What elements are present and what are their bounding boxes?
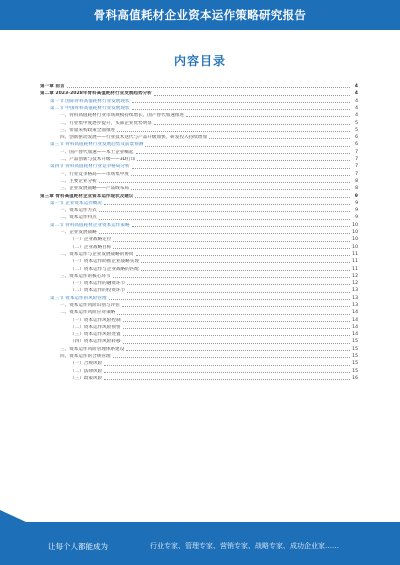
toc-page-number: 7 <box>355 157 358 163</box>
toc-leader-dots <box>209 138 350 139</box>
toc-entry[interactable] <box>40 184 358 191</box>
footer-slogan: 让每个人都能成为 <box>48 542 108 551</box>
toc-entry[interactable] <box>40 162 358 169</box>
toc-entry-text: 第一节 企业资本运作概况 <box>50 200 102 206</box>
toc-page-number: 12 <box>352 281 358 287</box>
toc-entry[interactable] <box>40 191 358 198</box>
toc-entry-text: 三、资本运作风险管理体系建设 <box>60 346 125 352</box>
toc-entry-text: 二、产品创新与技术升级——3D打印 <box>60 157 136 163</box>
toc-leader-dots <box>113 357 350 358</box>
toc-entry[interactable] <box>40 126 358 133</box>
toc-leader-dots <box>104 372 350 373</box>
footer-corner-accent <box>0 510 26 522</box>
toc-leader-dots <box>123 328 350 329</box>
toc-page-number: 14 <box>352 332 358 338</box>
toc-page-number: 5 <box>355 127 358 133</box>
toc-entry-text: 二、资本运作特点 <box>60 215 97 221</box>
toc-leader-dots <box>141 262 350 263</box>
toc-entry-text: 四、资本运作的合规管理 <box>60 354 111 360</box>
toc-page-number: 16 <box>352 375 358 381</box>
report-title: 骨科高值耗材企业资本运作策略研究报告 <box>93 8 307 22</box>
toc-entry[interactable] <box>40 257 358 264</box>
toc-page-number: 11 <box>352 251 358 257</box>
toc-entry-text: 一、资本运作方式 <box>60 208 97 214</box>
toc-entry[interactable] <box>40 272 358 279</box>
toc-entry[interactable] <box>40 177 358 184</box>
toc-page-number: 7 <box>355 164 358 170</box>
toc-entry[interactable] <box>40 367 358 374</box>
toc-entry[interactable] <box>40 308 358 315</box>
toc-page-number: 15 <box>352 339 358 345</box>
toc-leader-dots <box>123 321 350 322</box>
toc-leader-dots <box>99 233 350 234</box>
toc-page-number: 9 <box>354 193 358 199</box>
toc-leader-dots <box>99 219 350 220</box>
toc-entry[interactable] <box>40 235 358 242</box>
toc-entry[interactable] <box>40 133 358 140</box>
toc-entry-text: 三、企业发展战略——产品线布局 <box>60 186 129 192</box>
toc-entry[interactable] <box>40 89 358 96</box>
toc-entry-text: （一）资本运作风险控制 <box>70 317 121 323</box>
toc-page-number: 11 <box>352 259 358 265</box>
toc-entry[interactable] <box>40 352 358 359</box>
toc-leader-dots <box>109 299 350 300</box>
toc-entry[interactable] <box>40 104 358 111</box>
toc-leader-dots <box>136 153 350 154</box>
toc-entry-text: （二）资本运作风险预警 <box>70 324 121 330</box>
toc-entry-text: 第二节 中国骨科高值耗材行业发展现状 <box>50 105 130 111</box>
toc-entry[interactable] <box>40 213 358 220</box>
toc-leader-dots <box>99 211 350 212</box>
toc-entry-text: （一）企业战略定位 <box>70 237 112 243</box>
toc-page-number: 7 <box>355 171 358 177</box>
toc-entry[interactable] <box>40 359 358 366</box>
toc-leader-dots <box>154 124 350 125</box>
toc-entry-text: 一、国产替代加速——本土企业崛起 <box>60 149 134 155</box>
toc-page-number: 15 <box>352 354 358 360</box>
toc-page-number: 4 <box>355 98 358 104</box>
toc-entry[interactable] <box>40 316 358 323</box>
toc-page-number: 9 <box>355 215 358 221</box>
toc-page-number: 4 <box>355 105 358 111</box>
toc-entry-text: 第三章 骨科高值耗材企业资本运作现状及建议 <box>40 193 134 199</box>
toc-leader-dots <box>137 160 350 161</box>
toc-entry-text: （二）资本运作的投资环节 <box>70 288 126 294</box>
toc-entry-text: 二、资本运作风险应对策略 <box>60 310 116 316</box>
toc-leader-dots <box>122 306 350 307</box>
table-of-contents <box>40 82 358 381</box>
toc-entry-text: 第二章 2023-2028年骨科高值耗材行业发展趋势分析 <box>40 91 152 97</box>
toc-leader-dots <box>132 226 350 227</box>
toc-entry[interactable] <box>40 155 358 162</box>
toc-entry-text: 二、资本运作与企业发展战略的协同 <box>60 251 134 257</box>
toc-leader-dots <box>186 116 350 117</box>
toc-leader-dots <box>104 379 350 380</box>
toc-page-number: 4 <box>354 91 358 97</box>
toc-page-number: 9 <box>355 200 358 206</box>
toc-leader-dots <box>131 189 350 190</box>
toc-leader-dots <box>127 292 350 293</box>
toc-entry-text: （三）资本运作风险处置 <box>70 332 121 338</box>
toc-entry-text: （四）资本运作风险转移 <box>70 339 121 345</box>
toc-page-number: 10 <box>352 237 358 243</box>
toc-entry[interactable] <box>40 374 358 381</box>
toc-page-number: 11 <box>352 266 358 272</box>
toc-page-number: 9 <box>355 208 358 214</box>
toc-leader-dots <box>104 204 350 205</box>
toc-entry[interactable] <box>40 140 358 147</box>
toc-entry[interactable] <box>40 148 358 155</box>
toc-entry-text: 第二节 骨科高值耗材企业资本运作策略 <box>50 222 130 228</box>
toc-entry-text: 第一章 前言 <box>40 84 65 90</box>
toc-leader-dots <box>117 131 350 132</box>
toc-entry-text: （一）资本运作的融资环节 <box>70 281 126 287</box>
toc-entry[interactable] <box>40 228 358 235</box>
toc-leader-dots <box>123 335 350 336</box>
toc-entry-text: 第四节 骨科高值耗材行业竞争格局分析 <box>50 164 130 170</box>
toc-leader-dots <box>132 109 350 110</box>
toc-leader-dots <box>113 277 350 278</box>
toc-leader-dots <box>123 343 350 344</box>
toc-page-number: 4 <box>354 84 358 90</box>
toc-entry-text: 三、资本运作的核心环节 <box>60 273 111 279</box>
toc-entry-text: （一）资本运作助推企业战略实现 <box>70 259 139 265</box>
toc-entry[interactable] <box>40 199 358 206</box>
toc-entry[interactable] <box>40 111 358 118</box>
toc-leader-dots <box>145 146 350 147</box>
toc-entry-text: 一、行业竞争格局——市场集中度 <box>60 171 129 177</box>
toc-leader-dots <box>126 350 350 351</box>
toc-page-number: 6 <box>355 135 358 141</box>
toc-page-number: 13 <box>352 303 358 308</box>
toc-page-number: 8 <box>355 186 358 192</box>
toc-leader-dots <box>113 248 350 249</box>
toc-page-number: 5 <box>355 120 358 126</box>
toc-heading: 内容目录 <box>173 54 226 68</box>
toc-entry-text: 二、行业集中度逐步提升，头部企业优势明显 <box>60 120 152 126</box>
toc-page-number: 14 <box>352 310 358 316</box>
toc-leader-dots <box>104 365 350 366</box>
toc-entry[interactable] <box>40 330 358 337</box>
toc-page-number: 12 <box>352 273 358 279</box>
toc-page-number: 7 <box>355 149 358 155</box>
toc-entry-text: （三）政策风险 <box>70 375 103 381</box>
toc-page-number: 13 <box>352 288 358 294</box>
toc-entry[interactable] <box>40 118 358 125</box>
toc-entry[interactable] <box>40 243 358 250</box>
toc-entry-text: 二、主要企业分析 <box>60 178 97 184</box>
toc-entry[interactable] <box>40 264 358 271</box>
toc-page-number: 8 <box>355 178 358 184</box>
toc-leader-dots <box>113 241 350 242</box>
toc-entry[interactable] <box>40 286 358 293</box>
toc-leader-dots <box>135 197 350 198</box>
toc-page-number: 10 <box>352 244 358 250</box>
toc-leader-dots <box>99 182 350 183</box>
toc-leader-dots <box>127 284 350 285</box>
toc-entry[interactable] <box>40 279 358 286</box>
toc-entry[interactable] <box>40 301 358 308</box>
toc-entry[interactable] <box>40 170 358 177</box>
toc-entry-text: 一、骨科高值耗材行业市场规模持续增长，国产替代加速推进 <box>60 113 185 119</box>
toc-leader-dots <box>131 175 350 176</box>
toc-page-number: 10 <box>352 222 358 228</box>
toc-page-number: 15 <box>352 361 358 367</box>
toc-page-number: 13 <box>352 295 358 301</box>
toc-entry[interactable] <box>40 294 358 301</box>
toc-page-number: 4 <box>355 113 358 119</box>
toc-entry-text: （一）合规风险 <box>70 361 103 367</box>
toc-page-number: 15 <box>352 368 358 374</box>
toc-entry-text: （二）法律风险 <box>70 368 103 374</box>
toc-leader-dots <box>132 102 350 103</box>
toc-page-number: 15 <box>352 346 358 352</box>
toc-entry[interactable] <box>40 337 358 344</box>
toc-entry-text: 四、创新驱动发展——行业技术迭代与产品升级加快，研发投入持续增加 <box>60 135 208 141</box>
toc-entry-text: （二）企业战略目标 <box>70 244 112 250</box>
toc-entry-text: 三、带量采购政策全面推进 <box>60 127 116 133</box>
toc-page-number: 10 <box>352 230 358 236</box>
toc-entry-text: （二）资本运作与企业战略的匹配 <box>70 266 139 272</box>
toc-entry[interactable] <box>40 323 358 330</box>
toc-page-number: 14 <box>352 324 358 330</box>
footer-tags: 行业专家、管理专家、营销专家、战略专家、成功企业家…… <box>150 542 339 550</box>
toc-leader-dots <box>136 255 350 256</box>
toc-page-number: 6 <box>355 142 358 148</box>
toc-entry-text: 一、企业发展战略 <box>60 230 97 236</box>
toc-page-number: 14 <box>352 317 358 323</box>
toc-entry-text: 第一节 国际骨科高值耗材行业发展现状 <box>50 98 130 104</box>
toc-entry[interactable] <box>40 82 358 89</box>
toc-leader-dots <box>67 87 350 88</box>
toc-leader-dots <box>141 270 350 271</box>
toc-entry[interactable] <box>40 250 358 257</box>
toc-entry[interactable] <box>40 221 358 228</box>
toc-entry[interactable] <box>40 97 358 104</box>
toc-entry[interactable] <box>40 345 358 352</box>
toc-entry-text: 第三节 资本运作的风险管理 <box>50 295 107 301</box>
toc-entry-text: 第三节 骨科高值耗材行业发展趋势及前景预测 <box>50 142 144 148</box>
toc-entry-text: 一、资本运作风险识别与评估 <box>60 303 120 308</box>
toc-entry[interactable] <box>40 206 358 213</box>
toc-leader-dots <box>154 95 350 96</box>
toc-leader-dots <box>117 314 350 315</box>
toc-leader-dots <box>132 168 350 169</box>
